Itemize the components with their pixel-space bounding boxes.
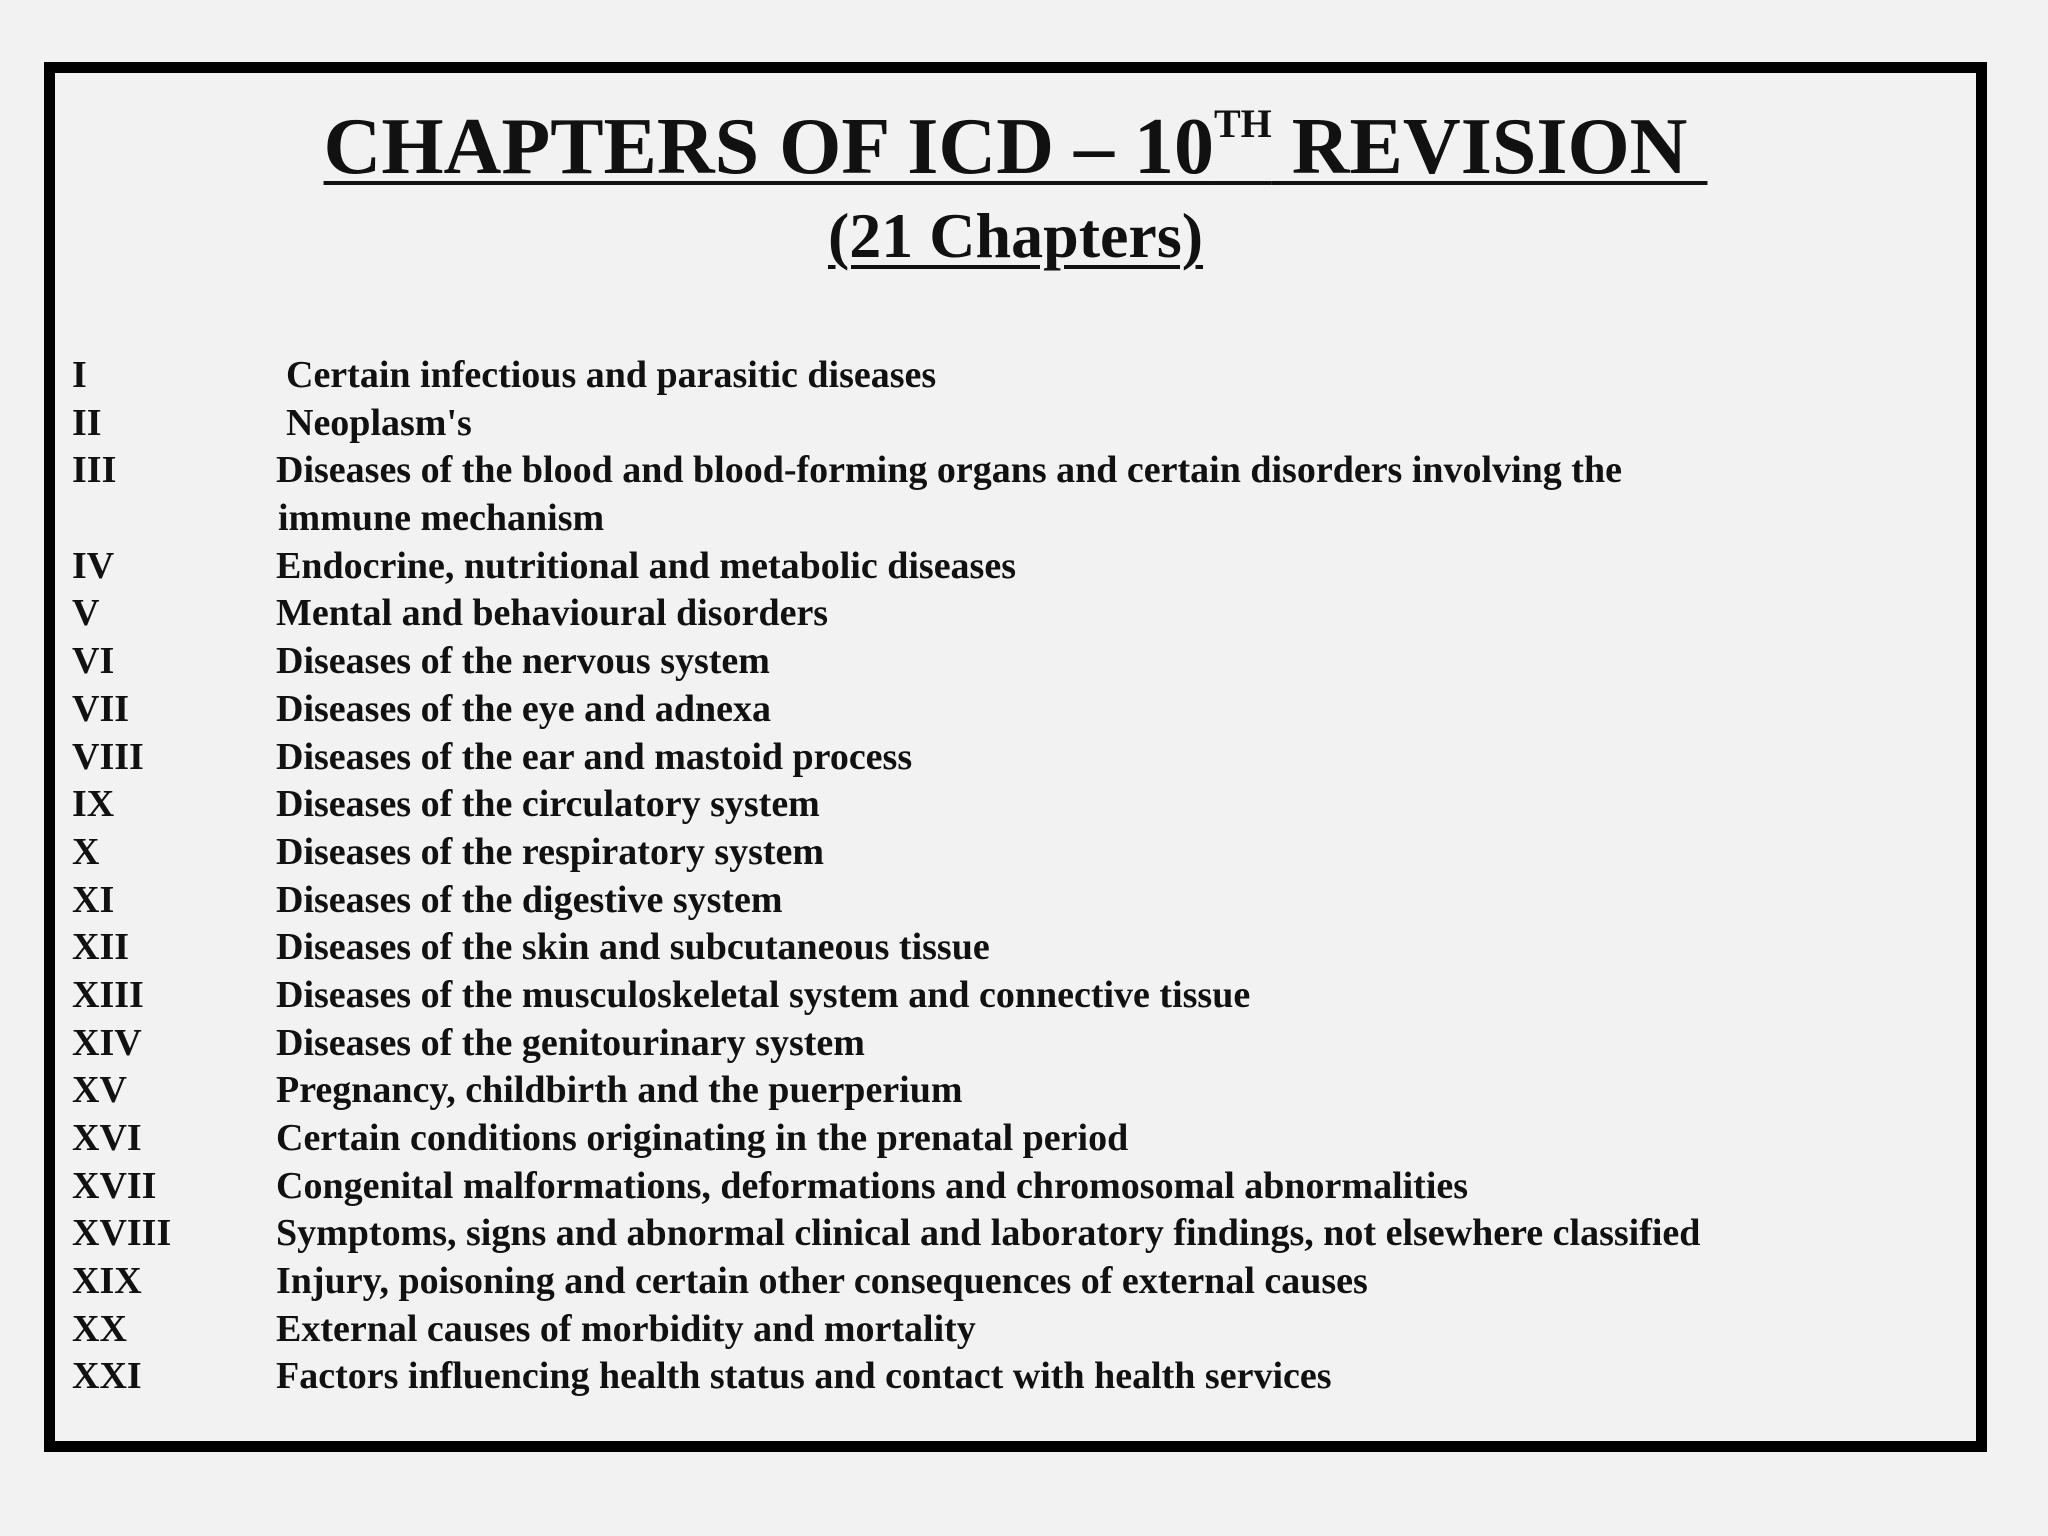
chapter-description-line: Diseases of the circulatory system bbox=[276, 783, 820, 826]
chapter-number: XX bbox=[72, 1307, 127, 1350]
chapter-number: I bbox=[72, 354, 87, 396]
chapter-description bbox=[286, 400, 472, 448]
page-title bbox=[55, 99, 1976, 195]
chapter-row bbox=[72, 543, 1952, 591]
chapter-row bbox=[72, 447, 1952, 542]
chapter-number: XVIII bbox=[72, 1212, 172, 1255]
chapter-description bbox=[276, 638, 770, 686]
chapter-description bbox=[276, 829, 824, 877]
chapter-description-line: Diseases of the genitourinary system bbox=[276, 1021, 865, 1064]
chapter-description bbox=[276, 1067, 963, 1115]
chapter-description-line: Certain conditions originating in the prenatal period bbox=[276, 1117, 1129, 1160]
chapter-row bbox=[72, 1115, 1952, 1163]
chapter-description bbox=[276, 543, 1016, 591]
chapter-row bbox=[72, 590, 1952, 638]
chapter-number: XIII bbox=[72, 973, 144, 1016]
chapter-number: V bbox=[72, 592, 100, 635]
title-block bbox=[55, 99, 1976, 277]
chapter-row bbox=[72, 1020, 1952, 1068]
chapter-row bbox=[72, 1210, 1952, 1258]
chapter-description bbox=[276, 1258, 1368, 1306]
chapter-description-line: Mental and behavioural disorders bbox=[276, 592, 829, 635]
chapter-row bbox=[72, 1163, 1952, 1211]
chapter-description bbox=[276, 924, 990, 972]
chapter-number: IX bbox=[72, 783, 115, 826]
chapter-description-line: Diseases of the skin and subcutaneous tissue bbox=[276, 926, 990, 969]
chapter-row bbox=[72, 352, 1952, 400]
chapter-description bbox=[276, 877, 783, 925]
chapter-description bbox=[286, 352, 936, 400]
chapter-description bbox=[276, 1115, 1128, 1163]
chapter-description-line: immune mechanism bbox=[278, 497, 605, 540]
chapter-description bbox=[276, 972, 1250, 1020]
chapter-description bbox=[276, 590, 828, 638]
chapter-description-line: Certain infectious and parasitic diseases bbox=[286, 354, 937, 396]
title-main-after: REVISION bbox=[1271, 103, 1708, 191]
chapter-description-line: Diseases of the ear and mastoid process bbox=[276, 735, 913, 778]
chapter-row bbox=[72, 877, 1952, 925]
title-superscript: TH bbox=[1213, 101, 1272, 146]
chapter-list bbox=[72, 352, 1952, 1401]
chapter-description-line: Neoplasm's bbox=[286, 401, 472, 444]
chapter-description-line: Diseases of the blood and blood-forming organs and certain disorders involving the bbox=[276, 449, 1622, 492]
chapter-number: XIV bbox=[72, 1021, 142, 1064]
chapter-description-line: Diseases of the digestive system bbox=[276, 878, 783, 921]
chapter-description bbox=[276, 1306, 976, 1354]
chapter-number: XVII bbox=[72, 1164, 157, 1207]
document-frame bbox=[44, 62, 1987, 1452]
chapter-number: VI bbox=[72, 640, 115, 683]
chapter-description-line: Diseases of the respiratory system bbox=[276, 830, 825, 873]
chapter-row bbox=[72, 924, 1952, 972]
chapter-description bbox=[276, 1353, 1332, 1401]
chapter-number: XI bbox=[72, 878, 115, 921]
chapter-description-line: Diseases of the eye and adnexa bbox=[276, 687, 772, 730]
chapter-row bbox=[72, 972, 1952, 1020]
chapter-description bbox=[276, 781, 820, 829]
chapter-description bbox=[276, 1210, 1700, 1258]
chapter-row bbox=[72, 638, 1952, 686]
chapter-row bbox=[72, 1067, 1952, 1115]
title-main-before: CHAPTERS OF ICD – 10 bbox=[323, 103, 1214, 191]
chapter-number: VII bbox=[72, 687, 130, 730]
chapter-description-line: External causes of morbidity and mortality bbox=[276, 1307, 976, 1350]
chapter-number: VIII bbox=[72, 735, 144, 778]
chapter-description bbox=[276, 1020, 865, 1068]
chapter-number: III bbox=[72, 449, 117, 492]
chapter-number: XXI bbox=[72, 1355, 142, 1398]
chapter-number: XV bbox=[72, 1069, 127, 1112]
chapter-description-line: Congenital malformations, deformations and chromosomal abnormalities bbox=[276, 1164, 1469, 1207]
chapter-row bbox=[72, 1353, 1952, 1401]
chapter-row bbox=[72, 686, 1952, 734]
chapter-description bbox=[276, 686, 771, 734]
chapter-row bbox=[72, 1306, 1952, 1354]
chapter-number: II bbox=[72, 401, 102, 444]
page-subtitle: (21 Chapters) bbox=[827, 200, 1204, 271]
chapter-number: XII bbox=[72, 926, 130, 969]
chapter-row bbox=[72, 781, 1952, 829]
chapter-description-line: Injury, poisoning and certain other consequences of external causes bbox=[276, 1260, 1368, 1303]
chapter-description-line: Diseases of the musculoskeletal system and connective tissue bbox=[276, 973, 1251, 1016]
chapter-description-line: Diseases of the nervous system bbox=[276, 640, 770, 683]
chapter-row bbox=[72, 400, 1952, 448]
chapter-number: XVI bbox=[72, 1117, 142, 1160]
chapter-number: IV bbox=[72, 544, 115, 587]
chapter-number: X bbox=[72, 830, 100, 873]
chapter-row bbox=[72, 734, 1952, 782]
chapter-row bbox=[72, 829, 1952, 877]
chapter-description bbox=[276, 447, 1622, 542]
chapter-description-line: Endocrine, nutritional and metabolic diseases bbox=[276, 544, 1016, 587]
chapter-description-line: Pregnancy, childbirth and the puerperium bbox=[276, 1069, 963, 1112]
chapter-row bbox=[72, 1258, 1952, 1306]
chapter-description bbox=[276, 1163, 1468, 1211]
chapter-description-line: Symptoms, signs and abnormal clinical and laboratory findings, not elsewhere classified bbox=[276, 1212, 1701, 1255]
chapter-description-line: Factors influencing health status and contact with health services bbox=[276, 1355, 1332, 1398]
chapter-description bbox=[276, 734, 912, 782]
chapter-number: XIX bbox=[72, 1260, 142, 1303]
